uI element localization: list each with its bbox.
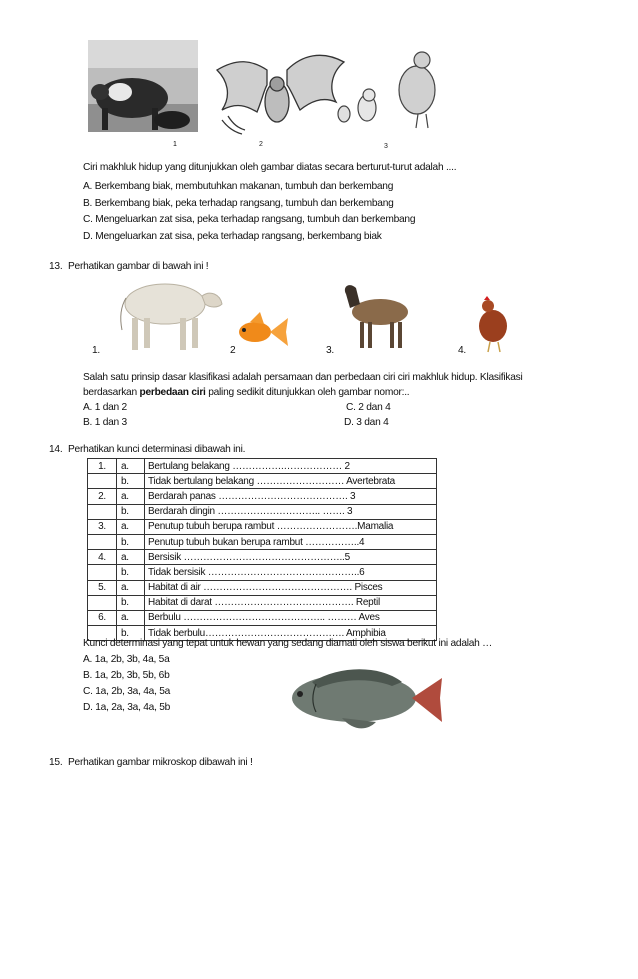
q12-option-c: C. Mengeluarkan zat sisa, peka terhadap rangsang, tumbuh dan berkembang	[83, 214, 416, 225]
key-description: Tidak bertulang belakang ……………………… Avertebrata	[145, 474, 437, 489]
q13-image-label-2: 2	[230, 345, 236, 356]
key-step-number: 6.	[88, 610, 117, 625]
cow-photo	[88, 40, 198, 132]
q12-question: Ciri makhluk hidup yang ditunjukkan oleh gambar diatas secara berturut-turut adalah ....	[83, 162, 457, 173]
q13-option-b: B. 1 dan 3	[83, 417, 127, 428]
q13-text-line-2-bold: perbedaan ciri	[139, 387, 206, 398]
key-option-letter: b.	[117, 504, 145, 519]
q12-option-a: A. Berkembang biak, membutuhkan makanan, tumbuh dan berkembang	[83, 181, 394, 192]
key-option-letter: b.	[117, 626, 145, 641]
q15-title: Perhatikan gambar mikroskop dibawah ini !	[68, 757, 253, 768]
key-description: Bersisik …………………………………………..5	[145, 550, 437, 565]
key-step-number: 3.	[88, 519, 117, 534]
key-row	[88, 474, 437, 489]
q12-option-b: B. Berkembang biak, peka terhadap rangsang, tumbuh dan berkembang	[83, 198, 394, 209]
q13-images	[110, 274, 510, 360]
key-row	[88, 610, 437, 625]
q13-title: Perhatikan gambar di bawah ini !	[68, 261, 209, 272]
key-step-number: 4.	[88, 550, 117, 565]
key-description: Berdarah dingin ………………………….. ……. 3	[145, 504, 437, 519]
q13-text-line-2-pre: berdasarkan	[83, 387, 140, 398]
q13-image-label-3: 3.	[326, 345, 334, 356]
key-option-letter: b.	[117, 565, 145, 580]
key-option-letter: b.	[117, 595, 145, 610]
q14-title: Perhatikan kunci determinasi dibawah ini.	[68, 444, 246, 455]
key-option-letter: b.	[117, 474, 145, 489]
key-description: Tidak berbulu……………………………………. Amphibia	[145, 626, 437, 641]
q14-number: 14.	[49, 444, 63, 455]
key-description: Habitat di darat ……………………………………. Reptil	[145, 595, 437, 610]
key-step-number	[88, 595, 117, 610]
q14-option-d: D. 1a, 2a, 3a, 4a, 5b	[83, 702, 171, 713]
chicken-growth-drawing	[338, 52, 435, 128]
q13-image-label-1: 1.	[92, 345, 100, 356]
key-step-number	[88, 565, 117, 580]
bat-drawing	[217, 55, 344, 134]
key-row	[88, 519, 437, 534]
q12-image-label-3: 3	[384, 143, 388, 150]
q13-text-line-1: Salah satu prinsip dasar klasifikasi adalah persamaan dan perbedaan ciri ciri makhluk hidup. Klasifikasi	[83, 372, 523, 383]
tilapia-fish-image	[282, 660, 444, 740]
key-description: Habitat di air ………………………………………. Pisces	[145, 580, 437, 595]
key-option-letter: a.	[117, 580, 145, 595]
key-row	[88, 459, 437, 474]
key-option-letter: a.	[117, 489, 145, 504]
key-option-letter: a.	[117, 610, 145, 625]
key-description: Penutup tubuh berupa rambut …………………….Mamalia	[145, 519, 437, 534]
key-step-number	[88, 504, 117, 519]
q14-option-b: B. 1a, 2b, 3b, 5b, 6b	[83, 670, 170, 681]
q13-number: 13.	[49, 261, 63, 272]
q12-images	[82, 40, 452, 152]
q13-image-label-4: 4.	[458, 345, 466, 356]
key-row	[88, 504, 437, 519]
q13-text-line-2	[83, 387, 409, 398]
goat-image	[345, 285, 408, 348]
determination-key-table	[87, 458, 437, 641]
key-option-letter: b.	[117, 534, 145, 549]
q12-option-d: D. Mengeluarkan zat sisa, peka terhadap rangsang, berkembang biak	[83, 231, 382, 242]
key-row	[88, 550, 437, 565]
q12-image-label-2: 2	[259, 141, 263, 148]
goldfish-image	[239, 312, 288, 346]
key-description: Bertulang belakang …………….……………… 2	[145, 459, 437, 474]
q12-image-label-1: 1	[173, 141, 177, 148]
key-description: Tidak bersisik ………………………………………..6	[145, 565, 437, 580]
key-option-letter: a.	[117, 519, 145, 534]
hen-image	[479, 296, 507, 352]
key-row	[88, 565, 437, 580]
q13-text-line-2-post: paling sedikit ditunjukkan oleh gambar nomor:..	[205, 387, 410, 398]
key-description: Berdarah panas …………………………………. 3	[145, 489, 437, 504]
key-description: Penutup tubuh bukan berupa rambut ……………..4	[145, 534, 437, 549]
q13-option-a: A. 1 dan 2	[83, 402, 127, 413]
key-row	[88, 580, 437, 595]
key-step-number	[88, 534, 117, 549]
key-step-number	[88, 474, 117, 489]
q14-option-c: C. 1a, 2b, 3a, 4a, 5a	[83, 686, 171, 697]
key-option-letter: a.	[117, 550, 145, 565]
key-step-number: 1.	[88, 459, 117, 474]
q14-question: Kunci determinasi yang tepat untuk hewan yang sedang diamati oleh siswa berikut ini adalah …	[83, 638, 493, 649]
q15-number: 15.	[49, 757, 63, 768]
key-row	[88, 595, 437, 610]
determination-key-body	[88, 459, 437, 641]
q13-option-d: D. 3 dan 4	[344, 417, 389, 428]
q13-option-c: C. 2 dan 4	[346, 402, 391, 413]
key-description: Berbulu …………………………………….. ……… Aves	[145, 610, 437, 625]
key-step-number: 2.	[88, 489, 117, 504]
key-step-number: 5.	[88, 580, 117, 595]
key-row	[88, 489, 437, 504]
q14-option-a: A. 1a, 2b, 3b, 4a, 5a	[83, 654, 170, 665]
key-option-letter: a.	[117, 459, 145, 474]
cow-image	[121, 284, 222, 350]
key-row	[88, 534, 437, 549]
